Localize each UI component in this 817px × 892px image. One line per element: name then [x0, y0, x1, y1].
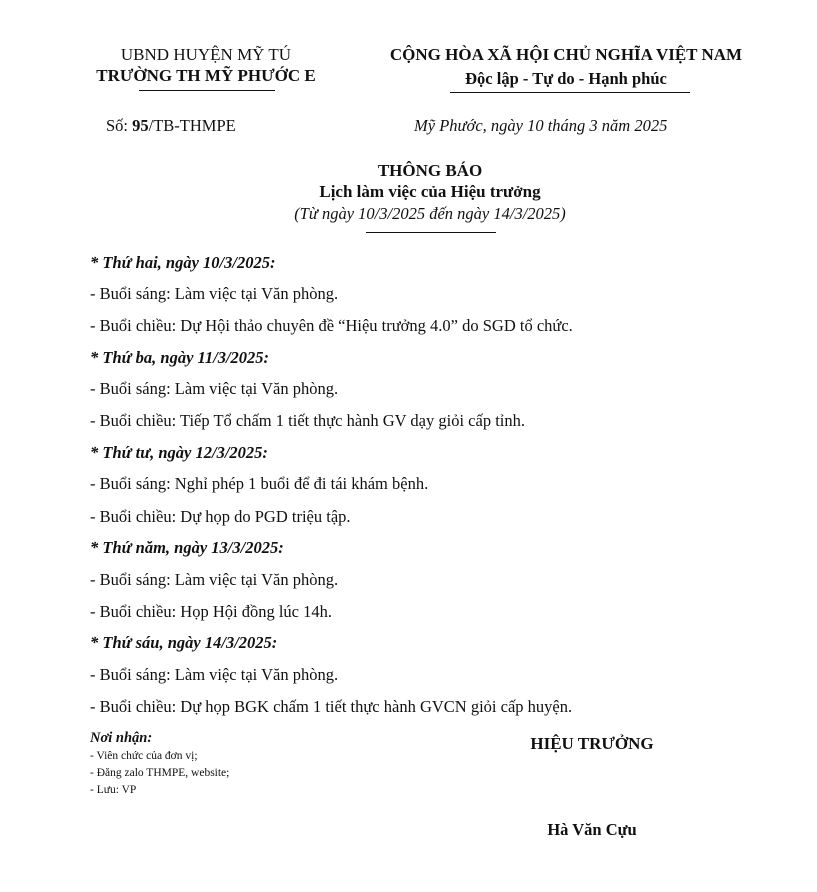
recipient-item: - Đăng zalo THMPE, website;: [90, 767, 230, 779]
doc-number-value: 95: [132, 116, 149, 135]
afternoon-entry: - Buổi chiều: Dự Hội thảo chuyên đề “Hiệu trưởng 4.0” do SGD tổ chức.: [90, 316, 573, 335]
recipients-heading: Nơi nhận:: [90, 730, 153, 746]
header-motto-underline: [450, 92, 690, 93]
signature-title: HIỆU TRƯỞNG: [530, 734, 654, 753]
afternoon-entry: - Buổi chiều: Tiếp Tổ chấm 1 tiết thực hành GV dạy giỏi cấp tỉnh.: [90, 411, 525, 430]
recipient-item: - Viên chức của đơn vị;: [90, 750, 198, 762]
day-heading: * Thứ sáu, ngày 14/3/2025:: [90, 633, 278, 652]
afternoon-entry: - Buổi chiều: Họp Hội đồng lúc 14h.: [90, 602, 332, 621]
recipient-item: - Lưu: VP: [90, 784, 137, 796]
title-underline: [366, 232, 496, 233]
header-left-underline: [139, 90, 275, 91]
morning-entry: - Buổi sáng: Làm việc tại Văn phòng.: [90, 284, 339, 303]
header-motto: Độc lập - Tự do - Hạnh phúc: [465, 69, 667, 88]
doc-date-range: (Từ ngày 10/3/2025 đến ngày 14/3/2025): [294, 204, 566, 223]
afternoon-entry: - Buổi chiều: Dự họp do PGD triệu tập.: [90, 507, 351, 526]
doc-number-suffix: /TB-THMPE: [148, 116, 236, 135]
morning-entry: - Buổi sáng: Làm việc tại Văn phòng.: [90, 570, 339, 589]
header-agency: UBND HUYỆN MỸ TÚ: [120, 45, 292, 64]
afternoon-entry: - Buổi chiều: Dự họp BGK chấm 1 tiết thực hành GVCN giỏi cấp huyện.: [90, 697, 573, 716]
place-date: Mỹ Phước, ngày 10 tháng 3 năm 2025: [414, 116, 668, 135]
header-republic: CỘNG HÒA XÃ HỘI CHỦ NGHĨA VIỆT NAM: [389, 45, 743, 64]
doc-title: THÔNG BÁO: [377, 161, 483, 180]
doc-subtitle: Lịch làm việc của Hiệu trưởng: [319, 182, 541, 201]
header-school: TRƯỜNG TH MỸ PHƯỚC E: [96, 66, 316, 85]
day-heading: * Thứ tư, ngày 12/3/2025:: [90, 443, 268, 462]
day-heading: * Thứ năm, ngày 13/3/2025:: [90, 538, 284, 557]
signer-name: Hà Văn Cựu: [547, 820, 637, 839]
day-heading: * Thứ ba, ngày 11/3/2025:: [90, 348, 270, 367]
morning-entry: - Buổi sáng: Nghỉ phép 1 buổi để đi tái khám bệnh.: [90, 474, 429, 493]
doc-number: [106, 116, 236, 136]
doc-number-prefix: Số:: [106, 116, 133, 135]
morning-entry: - Buổi sáng: Làm việc tại Văn phòng.: [90, 379, 339, 398]
day-heading: * Thứ hai, ngày 10/3/2025:: [90, 253, 276, 272]
morning-entry: - Buổi sáng: Làm việc tại Văn phòng.: [90, 665, 339, 684]
